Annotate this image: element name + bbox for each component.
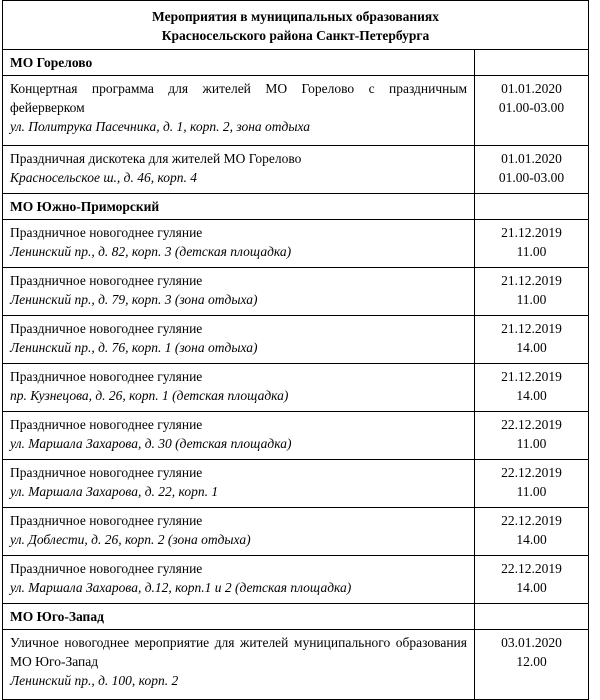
event-date: 21.12.2019: [501, 225, 562, 240]
table-title-line-2: Красносельского района Санкт-Петербурга: [161, 28, 430, 43]
event-time: 11.00: [516, 484, 547, 499]
section-empty-cell: [475, 604, 589, 630]
event-time: 11.00: [516, 292, 547, 307]
table-row: [3, 412, 589, 460]
event-date: 03.01.2020: [501, 635, 562, 650]
event-time: 14.00: [516, 580, 547, 595]
event-cell: [3, 220, 475, 268]
table-row: [3, 460, 589, 508]
event-cell: [3, 364, 475, 412]
date-cell: [475, 268, 589, 316]
event-cell: [3, 146, 475, 194]
event-date: 22.12.2019: [501, 465, 562, 480]
event-address: пр. Кузнецова, д. 26, корп. 1 (детская площадка): [10, 388, 289, 403]
event-date: 21.12.2019: [501, 369, 562, 384]
event-cell: [3, 460, 475, 508]
date-cell: [475, 460, 589, 508]
event-date: 21.12.2019: [501, 321, 562, 336]
event-address: ул. Маршала Захарова, д. 22, корп. 1: [10, 484, 219, 499]
event-date: 21.12.2019: [501, 273, 562, 288]
event-address: Ленинский пр., д. 100, корп. 2: [10, 673, 179, 688]
date-cell: [475, 364, 589, 412]
event-date: 01.01.2020: [501, 151, 562, 166]
date-cell: [475, 412, 589, 460]
date-cell: [475, 146, 589, 194]
event-date: 22.12.2019: [501, 417, 562, 432]
event-address: ул. Политрука Пасечника, д. 1, корп. 2, зона отдыха: [10, 119, 311, 134]
events-table: [2, 0, 589, 700]
event-title: Праздничное новогоднее гуляние: [10, 273, 203, 288]
date-cell: [475, 508, 589, 556]
table-row: [3, 556, 589, 604]
section-name: МО Горелово: [3, 50, 475, 76]
section-row: [3, 604, 589, 630]
table-row: [3, 220, 589, 268]
event-title: Праздничное новогоднее гуляние: [10, 417, 203, 432]
event-title: Праздничная дискотека для жителей МО Горелово: [10, 151, 302, 166]
event-date: 22.12.2019: [501, 513, 562, 528]
event-address: Ленинский пр., д. 82, корп. 3 (детская площадка): [10, 244, 292, 259]
event-time: 11.00: [516, 244, 547, 259]
event-cell: [3, 630, 475, 700]
event-date: 22.12.2019: [501, 561, 562, 576]
table-row: [3, 316, 589, 364]
event-address: Красносельское ш., д. 46, корп. 4: [10, 170, 198, 185]
event-time: 01.00-03.00: [498, 170, 565, 185]
event-time: 12.00: [516, 654, 547, 669]
event-title: Праздничное новогоднее гуляние: [10, 465, 203, 480]
event-cell: [3, 268, 475, 316]
event-time: 14.00: [516, 532, 547, 547]
table-row: [3, 364, 589, 412]
date-cell: [475, 316, 589, 364]
event-date: 01.01.2020: [501, 81, 562, 96]
event-cell: [3, 316, 475, 364]
event-cell: [3, 412, 475, 460]
event-title: Праздничное новогоднее гуляние: [10, 369, 203, 384]
section-name: МО Юго-Запад: [3, 604, 475, 630]
event-title: Уличное новогоднее мероприятие для жителей муниципального образования МО Юго-Запад: [10, 635, 467, 669]
event-cell: [3, 556, 475, 604]
event-title: Праздничное новогоднее гуляние: [10, 561, 203, 576]
table-row: [3, 630, 589, 700]
table-row: [3, 76, 589, 146]
event-title: Праздничное новогоднее гуляние: [10, 321, 203, 336]
section-row: [3, 194, 589, 220]
table-row: [3, 508, 589, 556]
event-time: 14.00: [516, 388, 547, 403]
event-title: Праздничное новогоднее гуляние: [10, 225, 203, 240]
event-title: Праздничное новогоднее гуляние: [10, 513, 203, 528]
section-empty-cell: [475, 50, 589, 76]
date-cell: [475, 76, 589, 146]
table-title: [3, 1, 589, 50]
table-row: [3, 268, 589, 316]
table-title-line-1: Мероприятия в муниципальных образованиях: [152, 9, 439, 24]
event-cell: [3, 76, 475, 146]
event-address: ул. Маршала Захарова, д.12, корп.1 и 2 (детская площадка): [10, 580, 352, 595]
event-address: Ленинский пр., д. 76, корп. 1 (зона отдыха): [10, 340, 258, 355]
table-row: [3, 146, 589, 194]
event-title: Концертная программа для жителей МО Горелово с праздничным фейерверком: [10, 81, 467, 115]
section-empty-cell: [475, 194, 589, 220]
event-cell: [3, 508, 475, 556]
event-address: ул. Доблести, д. 26, корп. 2 (зона отдыха): [10, 532, 251, 547]
date-cell: [475, 556, 589, 604]
event-address: Ленинский пр., д. 79, корп. 3 (зона отдыха): [10, 292, 258, 307]
table-header-row: [3, 1, 589, 50]
event-address: ул. Маршала Захарова, д. 30 (детская площадка): [10, 436, 292, 451]
section-row: [3, 50, 589, 76]
date-cell: [475, 220, 589, 268]
event-time: 01.00-03.00: [498, 100, 565, 115]
event-time: 11.00: [516, 436, 547, 451]
date-cell: [475, 630, 589, 700]
event-time: 14.00: [516, 340, 547, 355]
section-name: МО Южно-Приморский: [3, 194, 475, 220]
